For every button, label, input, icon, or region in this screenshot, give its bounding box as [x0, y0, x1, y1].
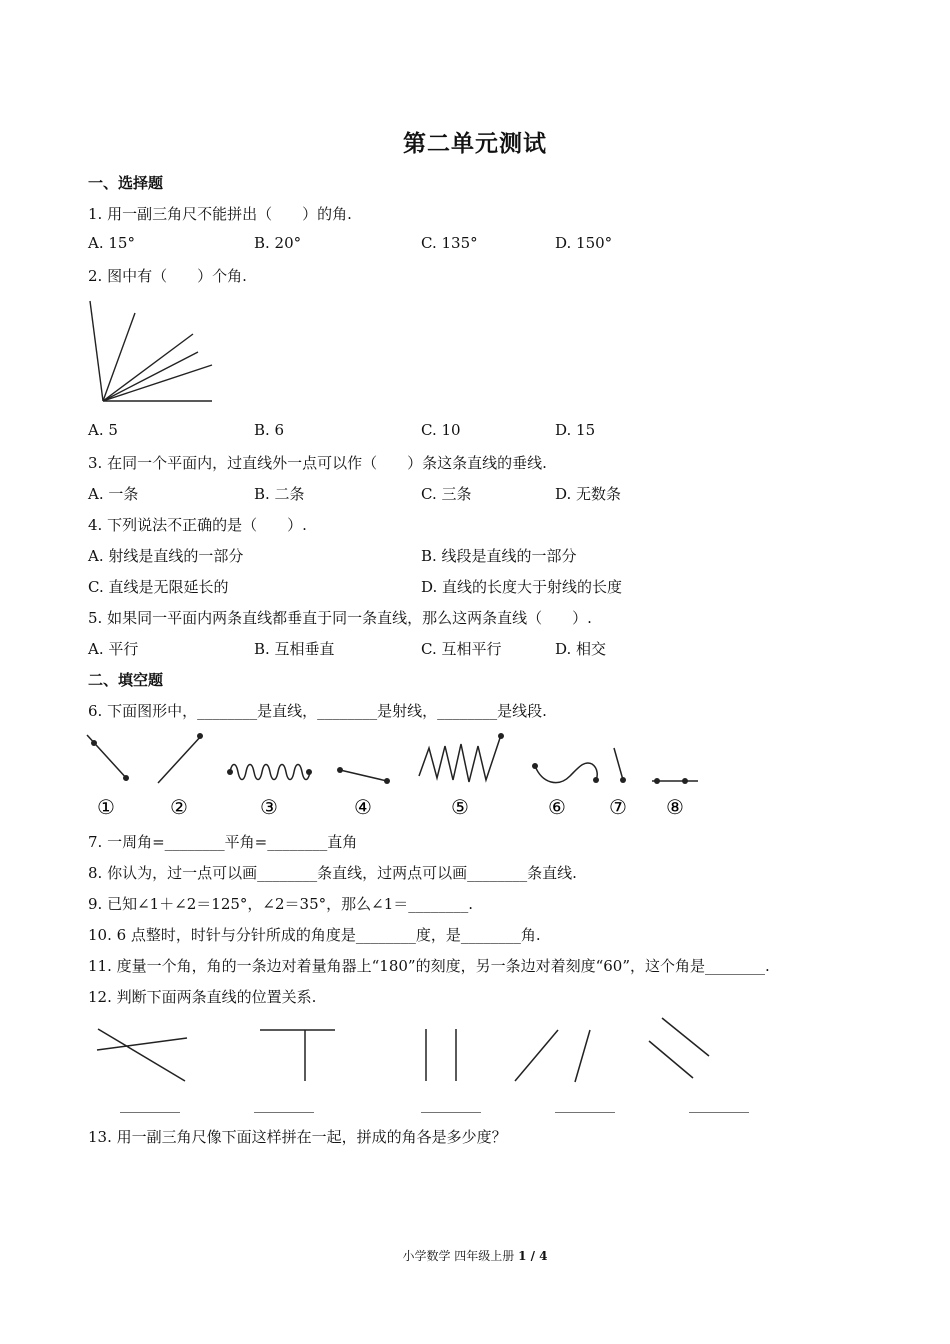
q5-option-a: A. 平行 — [88, 640, 139, 658]
line-figures — [80, 728, 710, 823]
page-footer — [0, 1247, 950, 1264]
q1-option-a: A. 15° — [88, 234, 135, 252]
figure-4-label: ④ — [354, 795, 372, 819]
angle-rays-figure — [85, 298, 220, 406]
question-13: 13. 用一副三角尺像下面这样拼在一起，拼成的角各是多少度？ — [88, 1128, 507, 1146]
figure-7-shape — [614, 748, 623, 780]
question-4: 4. 下列说法不正确的是（ ）. — [88, 516, 307, 534]
q12-blank-4: ________ — [555, 1095, 615, 1113]
q1-option-d: D. 150° — [555, 234, 613, 252]
question-3: 3. 在同一个平面内，过直线外一点可以作（ ）条这条直线的垂线. — [88, 454, 547, 472]
figure-5-shape — [419, 735, 501, 782]
question-11: 11. 度量一个角，角的一条边对着量角器上“180”的刻度，另一条边对着刻度“60”，这个角是________. — [88, 957, 770, 975]
page-title: 第二单元测试 — [403, 131, 547, 157]
q5-option-c: C. 互相平行 — [421, 640, 502, 658]
figure-5-label: ⑤ — [451, 795, 469, 819]
question-12: 12. 判断下面两条直线的位置关系. — [88, 988, 317, 1006]
q3-option-a: A. 一条 — [88, 485, 139, 503]
figure-7-label: ⑦ — [609, 795, 627, 819]
q12-blank-2: ________ — [254, 1095, 314, 1113]
figure-4-shape — [340, 770, 387, 781]
q5-option-d: D. 相交 — [555, 640, 607, 658]
q4-option-d: D. 直线的长度大于射线的长度 — [421, 578, 623, 596]
q2-option-b: B. 6 — [254, 421, 285, 439]
question-1: 1. 用一副三角尺不能拼出（ ）的角. — [88, 205, 352, 223]
page-number: 1 / 4 — [518, 1249, 548, 1263]
question-8: 8. 你认为，过一点可以画________条直线，过两点可以画________条直线. — [88, 864, 577, 882]
figure-2-label: ② — [170, 795, 188, 819]
figure-2-shape — [158, 735, 202, 783]
question-6: 6. 下面图形中，________是直线，________是射线，________是线段. — [88, 702, 547, 720]
figure-6-label: ⑥ — [548, 795, 566, 819]
q2-option-c: C. 10 — [421, 421, 461, 439]
q1-option-b: B. 20° — [254, 234, 302, 252]
q5-option-b: B. 互相垂直 — [254, 640, 335, 658]
section-heading-fill: 二、填空题 — [88, 671, 164, 689]
q3-option-c: C. 三条 — [421, 485, 472, 503]
footer-text: 小学数学 四年级上册 — [402, 1249, 519, 1263]
q2-option-d: D. 15 — [555, 421, 596, 439]
q4-option-c: C. 直线是无限延长的 — [88, 578, 229, 596]
question-5: 5. 如果同一平面内两条直线都垂直于同一条直线，那么这两条直线（ ）. — [88, 609, 592, 627]
section-heading-choice: 一、选择题 — [88, 174, 164, 192]
question-2: 2. 图中有（ ）个角. — [88, 267, 247, 285]
q3-option-b: B. 二条 — [254, 485, 305, 503]
q1-option-c: C. 135° — [421, 234, 478, 252]
question-9: 9. 已知∠1＋∠2＝125°，∠2＝35°，那么∠1＝________. — [88, 895, 474, 913]
figure-6-shape — [535, 763, 597, 783]
q3-option-d: D. 无数条 — [555, 485, 622, 503]
q4-option-a: A. 射线是直线的一部分 — [88, 547, 244, 565]
question-7: 7. 一周角=________平角=________直角 — [88, 833, 358, 851]
figure-3-shape — [230, 765, 310, 780]
figure-1-label: ① — [97, 795, 115, 819]
question-10: 10. 6 点整时，时针与分针所成的角度是________度，是________角. — [88, 926, 541, 944]
q12-blank-3: ________ — [421, 1095, 481, 1113]
figure-8-label: ⑧ — [666, 795, 684, 819]
q4-option-b: B. 线段是直线的一部分 — [421, 547, 577, 565]
q2-option-a: A. 5 — [88, 421, 118, 439]
q12-blank-1: ________ — [120, 1095, 180, 1113]
figure-3-label: ③ — [260, 795, 278, 819]
q12-blank-5: ________ — [689, 1095, 749, 1113]
